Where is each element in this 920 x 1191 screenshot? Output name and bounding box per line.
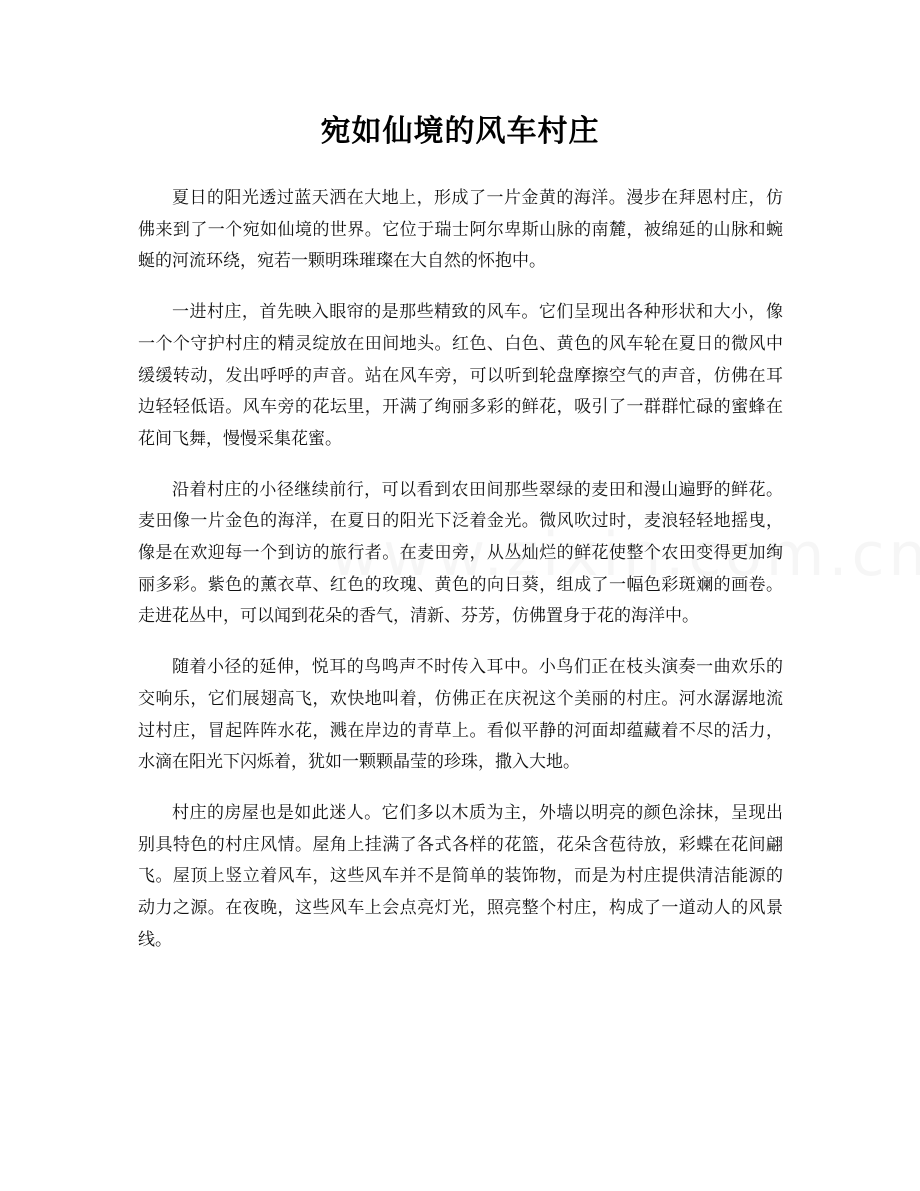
document-title: 宛如仙境的风车村庄 (320, 114, 600, 149)
paragraph-1: 夏日的阳光透过蓝天洒在大地上，形成了一片金黄的海洋。漫步在拜恩村庄，仿佛来到了一个宛如仙境的世界。它位于瑞士阿尔卑斯山脉的南麓，被绵延的山脉和蜿蜒的河流环绕，宛若一颗明珠璀璨在大自然的怀抱中。 (138, 188, 783, 272)
paragraph-4: 随着小径的延伸，悦耳的鸟鸣声不时传入耳中。小鸟们正在枝头演奏一曲欢乐的交响乐，它们展翅高飞，欢快地叫着，仿佛正在庆祝这个美丽的村庄。河水潺潺地流过村庄，冒起阵阵水花，溅在岸边的青草上。看似平静的河面却蕴藏着不尽的活力，水滴在阳光下闪烁着，犹如一颗颗晶莹的珍珠，撒入大地。 (138, 657, 783, 773)
paragraph-3: 沿着村庄的小径继续前行，可以看到农田间那些翠绿的麦田和漫山遍野的鲜花。麦田像一片金色的海洋，在夏日的阳光下泛着金光。微风吹过时，麦浪轻轻地摇曳，像是在欢迎每一个到访的旅行者。在麦田旁，从丛灿烂的鲜花使整个农田变得更加绚丽多彩。紫色的薰衣草、红色的玫瑰、黄色的向日葵，组成了一幅色彩斑斓的画卷。走进花丛中，可以闻到花朵的香气，清新、芬芳，仿佛置身于花的海洋中。 (138, 479, 783, 627)
paragraph-2: 一进村庄，首先映入眼帘的是那些精致的风车。它们呈现出各种形状和大小，像一个个守护村庄的精灵绽放在田间地头。红色、白色、黄色的风车轮在夏日的微风中缓缓转动，发出呼呼的声音。站在风车旁，可以听到轮盘摩擦空气的声音，仿佛在耳边轻轻低语。风车旁的花坛里，开满了绚丽多彩的鲜花，吸引了一群群忙碌的蜜蜂在花间飞舞，慢慢采集花蜜。 (138, 302, 783, 449)
paragraph-5: 村庄的房屋也是如此迷人。它们多以木质为主，外墙以明亮的颜色涂抹，呈现出别具特色的村庄风情。屋角上挂满了各式各样的花篮，花朵含苞待放，彩蝶在花间翩飞。屋顶上竖立着风车，这些风车并不是简单的装饰物，而是为村庄提供清洁能源的动力之源。在夜晚，这些风车上会点亮灯光，照亮整个村庄，构成了一道动人的风景线。 (138, 802, 783, 950)
document-body (138, 183, 783, 975)
